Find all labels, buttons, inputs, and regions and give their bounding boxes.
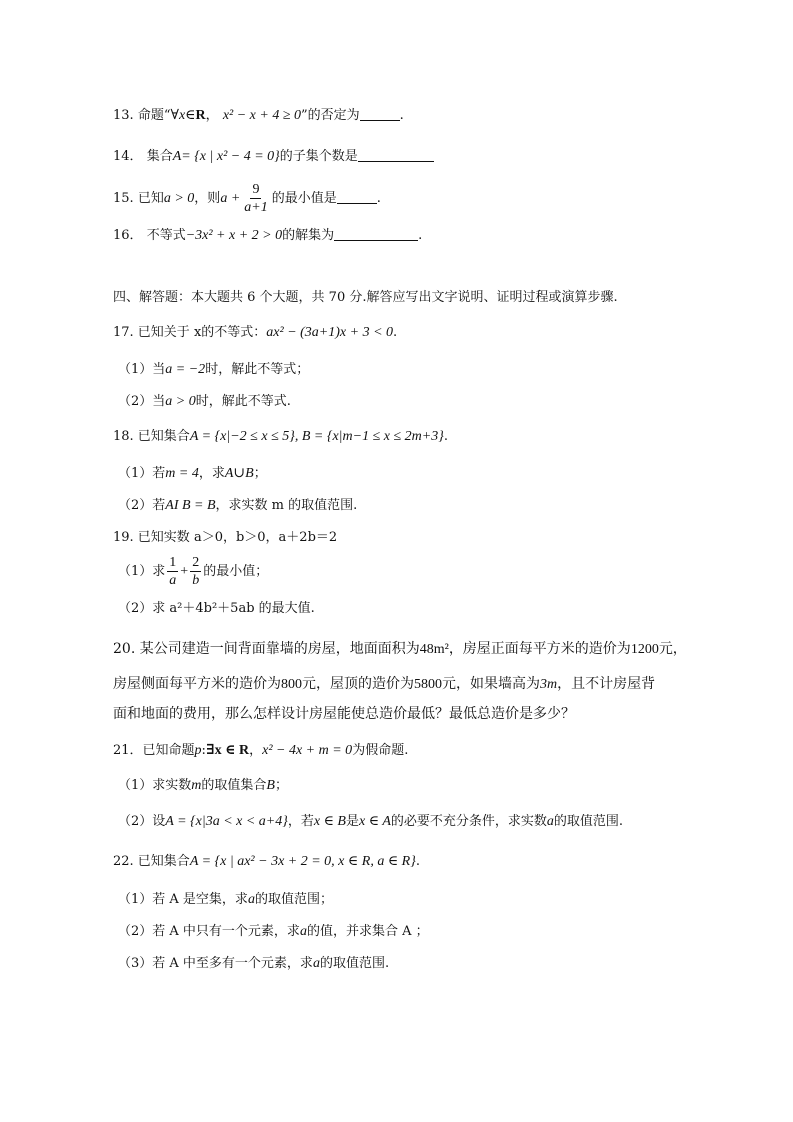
part-text: ； bbox=[253, 466, 267, 481]
part-label: （1）若 bbox=[118, 466, 166, 481]
q17-p2-math: a > 0 bbox=[165, 394, 196, 409]
answer-blank bbox=[360, 106, 400, 121]
part-text: 时，解此不等式； bbox=[205, 362, 310, 377]
answer-blank bbox=[337, 189, 377, 204]
question-20-line-2 bbox=[113, 674, 655, 695]
q18-end: . bbox=[443, 429, 448, 444]
q21-m: m bbox=[191, 778, 202, 793]
q19-fraction-2 bbox=[190, 554, 201, 589]
q13-end: . bbox=[399, 108, 404, 123]
q14-number: 14． bbox=[113, 149, 143, 164]
q13-R: R bbox=[195, 108, 206, 123]
q20-height: 3m bbox=[540, 677, 558, 692]
part-text: ，求 bbox=[198, 466, 225, 481]
q15-condition: a > 0 bbox=[163, 191, 195, 206]
part-text: 的最小值； bbox=[203, 564, 269, 579]
q20-text: 元，如果墙高为 bbox=[442, 676, 540, 692]
question-21 bbox=[113, 741, 408, 761]
part-text: （2）求 a²＋4b²＋5ab 的最大值. bbox=[118, 601, 315, 616]
q19-fraction-1 bbox=[167, 554, 178, 589]
q14-A: A bbox=[172, 149, 182, 164]
q17-part-2 bbox=[118, 392, 291, 412]
q13-in: ∈ bbox=[185, 108, 196, 123]
q17-p1-math: a = −2 bbox=[165, 362, 206, 377]
q16-number: 16． bbox=[113, 228, 143, 243]
fraction-denominator: a+1 bbox=[244, 200, 268, 215]
part-label: （1）求实数 bbox=[118, 778, 192, 793]
part-text: 的取值范围； bbox=[254, 892, 333, 907]
q21-expression: x² − 4x + m = 0 bbox=[262, 743, 353, 758]
part-text: 的取值集合 bbox=[201, 778, 267, 793]
q20-text: 元，屋顶的造价为 bbox=[302, 676, 414, 692]
plus-sign: + bbox=[180, 564, 189, 579]
q21-x-in-B: x ∈ B bbox=[313, 814, 346, 829]
q21-exists: ∃x ∈ R bbox=[205, 743, 250, 758]
q20-text: 房屋侧面每平方米的造价为 bbox=[113, 676, 281, 692]
fraction-denominator: b bbox=[192, 573, 200, 588]
part-text: 时，解此不等式. bbox=[195, 394, 291, 409]
q15-number: 15. bbox=[113, 191, 134, 206]
question-17 bbox=[113, 323, 397, 343]
q15-a: a + bbox=[220, 191, 241, 206]
q18-part-2 bbox=[118, 496, 357, 516]
q13-prefix: 命题“ bbox=[137, 108, 171, 123]
q22-part-3 bbox=[118, 954, 389, 974]
question-22 bbox=[113, 852, 420, 872]
q19-head: 19. 已知实数 a＞0，b＞0，a＋2b＝2 bbox=[113, 530, 338, 545]
q20-price-2: 800 bbox=[281, 677, 302, 692]
q17-end: . bbox=[393, 325, 398, 340]
q20-text: 面和地面的费用，那么怎样设计房屋能使总造价最低？最低总造价是多少？ bbox=[113, 706, 575, 722]
q13-var: x bbox=[178, 108, 186, 123]
q21-a: a bbox=[546, 814, 554, 829]
part-text: ，若 bbox=[287, 814, 314, 829]
question-19 bbox=[113, 528, 337, 548]
part-label: （1）若 A 是空集，求 bbox=[118, 892, 248, 907]
q19-part-1 bbox=[118, 552, 268, 592]
question-20-line-1 bbox=[113, 639, 687, 660]
forall-symbol: ∀ bbox=[170, 108, 179, 123]
question-20-line-3 bbox=[113, 704, 575, 724]
fraction-numerator: 9 bbox=[252, 182, 260, 197]
q16-end: . bbox=[418, 228, 423, 243]
q20-price-3: 5800 bbox=[414, 677, 442, 692]
question-16 bbox=[113, 226, 422, 246]
q13-expression: x² − x + 4 ≥ 0 bbox=[222, 108, 302, 123]
q22-a: a bbox=[299, 924, 307, 939]
question-13 bbox=[113, 106, 404, 126]
q15-fraction bbox=[242, 181, 269, 216]
q20-area: 48m² bbox=[419, 642, 449, 657]
q13-postfix: ”的否定为 bbox=[301, 108, 360, 123]
q21-set-A: A = {x|3a < x < a+4} bbox=[165, 814, 288, 829]
q21-part-1 bbox=[118, 776, 288, 796]
fraction-denominator: a bbox=[169, 573, 177, 588]
q15-mid: ，则 bbox=[194, 191, 221, 206]
section-heading: 四、解答题：本大题共 6 个大题，共 70 分.解答应写出文字说明、证明过程或演算步骤. bbox=[113, 290, 618, 305]
q18-p2-math: AI B = B bbox=[165, 498, 216, 513]
q18-head: 18. 已知集合 bbox=[113, 429, 190, 444]
fraction-numerator: 1 bbox=[169, 555, 177, 570]
q19-part-2 bbox=[118, 599, 315, 619]
q21-comma: ， bbox=[249, 743, 263, 758]
q22-part-2 bbox=[118, 922, 429, 942]
q18-part-1 bbox=[118, 464, 267, 484]
q20-text: ，且不计房屋背 bbox=[557, 676, 656, 692]
q17-expression: ax² − (3a+1)x + 3 < 0 bbox=[266, 325, 394, 340]
q13-comma: ， bbox=[205, 108, 219, 123]
fraction-numerator: 2 bbox=[192, 555, 200, 570]
answer-blank bbox=[358, 147, 434, 162]
part-label: （1）当 bbox=[118, 362, 166, 377]
q22-part-1 bbox=[118, 890, 333, 910]
q22-end: . bbox=[415, 854, 420, 869]
q14-prefix: 集合 bbox=[146, 149, 173, 164]
q21-B: B bbox=[266, 778, 275, 793]
q17-part-1 bbox=[118, 360, 309, 380]
q14-postfix: 的子集个数是 bbox=[279, 149, 358, 164]
q20-text: 元， bbox=[658, 641, 687, 657]
q17-head: 17. 已知关于 x的不等式： bbox=[113, 325, 267, 340]
answer-blank bbox=[334, 226, 418, 241]
q22-a: a bbox=[312, 956, 320, 971]
part-label: （2）若 bbox=[118, 498, 166, 513]
q20-price-1: 1200 bbox=[630, 642, 659, 657]
part-text: 的必要不充分条件，求实数 bbox=[390, 814, 547, 829]
part-text: 的取值范围. bbox=[319, 956, 390, 971]
q18-expression: A = {x|−2 ≤ x ≤ 5}, B = {x|m−1 ≤ x ≤ 2m+3} bbox=[189, 429, 444, 444]
q13-number: 13. bbox=[113, 108, 134, 123]
q14-set: = {x | x² − 4 = 0} bbox=[181, 149, 280, 164]
q16-postfix: 的解集为 bbox=[282, 228, 335, 243]
q21-part-2 bbox=[118, 812, 623, 832]
q21-colon: : bbox=[201, 743, 206, 758]
q22-a: a bbox=[247, 892, 255, 907]
question-15 bbox=[113, 180, 381, 218]
q15-end: . bbox=[376, 191, 381, 206]
part-label: （3）若 A 中至多有一个元素，求 bbox=[118, 956, 313, 971]
part-text: ，求实数 m 的取值范围. bbox=[215, 498, 358, 513]
q21-p: p bbox=[194, 743, 202, 758]
part-label: （2）若 A 中只有一个元素，求 bbox=[118, 924, 300, 939]
part-label: （2）当 bbox=[118, 394, 166, 409]
q15-prefix: 已知 bbox=[137, 191, 164, 206]
q20-text: ，房屋正面每平方米的造价为 bbox=[448, 641, 631, 657]
part-text: ； bbox=[274, 778, 288, 793]
part-text: 的取值范围. bbox=[553, 814, 624, 829]
part-text: 的值，并求集合 A ； bbox=[306, 924, 429, 939]
q21-x-in-A: x ∈ A bbox=[359, 814, 391, 829]
question-14 bbox=[113, 147, 434, 167]
q22-head: 22. 已知集合 bbox=[113, 854, 190, 869]
q22-expression: A = {x | ax² − 3x + 2 = 0, x ∈ R, a ∈ R} bbox=[189, 854, 416, 869]
q21-tail: 为假命题. bbox=[352, 743, 409, 758]
q20-text: 20. 某公司建造一间背面靠墙的房屋，地面面积为 bbox=[113, 641, 420, 657]
part-label: （1）求 bbox=[118, 564, 166, 579]
part-label: （2）设 bbox=[118, 814, 166, 829]
q16-prefix: 不等式 bbox=[146, 228, 186, 243]
question-18 bbox=[113, 427, 448, 447]
q16-expression: −3x² + x + 2 > 0 bbox=[185, 228, 283, 243]
q21-head: 21．已知命题 bbox=[113, 743, 195, 758]
part-text: 是 bbox=[346, 814, 360, 829]
q18-union: A∪B bbox=[224, 466, 254, 481]
q18-p1-math: m = 4 bbox=[165, 466, 199, 481]
q15-postfix: 的最小值是 bbox=[271, 191, 337, 206]
